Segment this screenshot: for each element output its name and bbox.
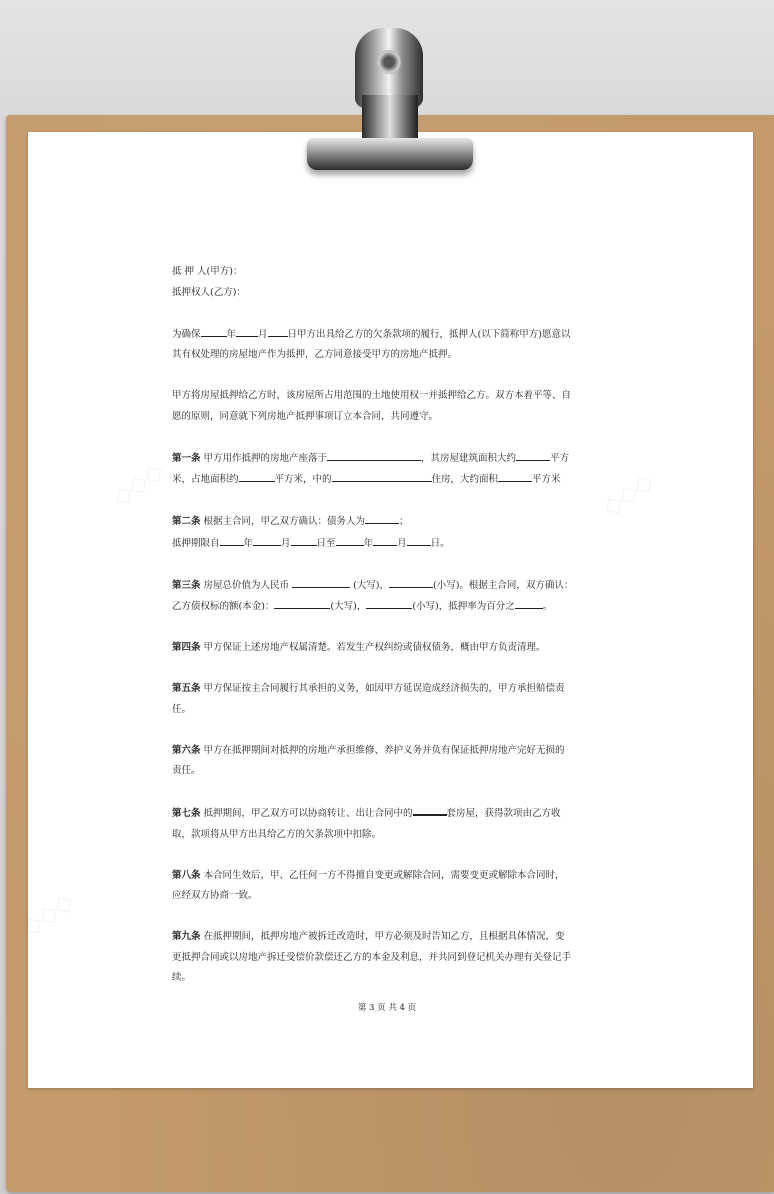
article-9: 第九条 在抵押期间，抵押房地产被拆迁改造时，甲方必须及时告知乙方，且根据具体情况，变 更抵押合同或以房地产拆迁受偿价款偿还乙方的本金及利息，并共同到登记机关办理有关登记手 续。	[172, 931, 572, 983]
article-title: 第七条	[172, 808, 201, 819]
article-title: 第三条	[172, 579, 201, 591]
article-4: 第四条 甲方保证上述房地产权属清楚。若发生产权纠纷或债权债务，概由甲方负责清理。	[172, 642, 546, 653]
article-6: 第六条 甲方在抵押期间对抵押的房地产承担维修、养护义务并负有保证抵押房地产完好无损的 责任。	[172, 744, 565, 776]
article-title: 第四条	[172, 642, 201, 653]
party-b-line: 抵押权人(乙方)：	[172, 286, 246, 298]
article-5: 第五条 甲方保证按主合同履行其承担的义务，如因甲方延误造成经济损失的，甲方承担赔偿责 任。	[172, 683, 565, 715]
article-1: 第一条 甲方用作抵押的房地产座落于 ，其房屋建筑面积大约 平方 米，占地面积约 平方米，中的 住房，大约面积 平方米	[172, 448, 602, 491]
binder-clip-hole	[377, 50, 401, 74]
article-8: 第八条 本合同生效后，甲、乙任何一方不得擅自变更或解除合同，需要变更或解除本合同时， 应经双方协商一致。	[172, 869, 565, 901]
binder-clip-bar	[307, 138, 473, 170]
party-a-line: 抵 押 人(甲方)：	[172, 266, 243, 277]
intro-paragraph-2: 甲方将房屋抵押给乙方时，该房屋所占用范围的土地使用权一并抵押给乙方。双方本着平等、自 愿的原则，同意就下列房地产抵押事项订立本合同，共同遵守。	[172, 390, 572, 422]
article-3: 第三条 房屋总价值为人民币 (大写)， (小写)。根据主合同，双方确认： 乙方债权标的额(本金)： (大写)， (小写)，抵押率为百分之 。	[172, 575, 602, 618]
article-title: 第八条	[172, 869, 201, 881]
intro-paragraph-1: 为确保 年 月 日甲方出具给乙方的欠条款项的履行，抵押人(以下简称甲方)愿意以 其有权处理的房屋地产作为抵押，乙方同意接受甲方的房地产抵押。	[172, 324, 602, 366]
article-title: 第六条	[172, 744, 201, 756]
page-number: 第 3 页 共 4 页	[357, 1003, 417, 1013]
binder-clip-neck	[362, 95, 418, 140]
watermark: ◇◇◇	[596, 466, 659, 522]
article-title: 第九条	[172, 931, 201, 942]
watermark: ◇◇◇	[106, 456, 169, 512]
article-2: 第二条 根据主合同，甲乙双方确认：债务人为 ； 抵押期限自 年 月 日至 年 月 日。	[172, 511, 602, 554]
article-title: 第二条	[172, 516, 201, 527]
article-7: 第七条 抵押期间，甲乙双方可以协商转让、出让合同中的 套房屋，获得款项由乙方收 取，款项将从甲方出具给乙方的欠条款项中扣除。	[172, 802, 602, 845]
article-title: 第一条	[172, 452, 201, 464]
article-title: 第五条	[172, 683, 201, 694]
contract-body	[172, 262, 602, 989]
watermark: ◇◇◇	[16, 886, 79, 942]
